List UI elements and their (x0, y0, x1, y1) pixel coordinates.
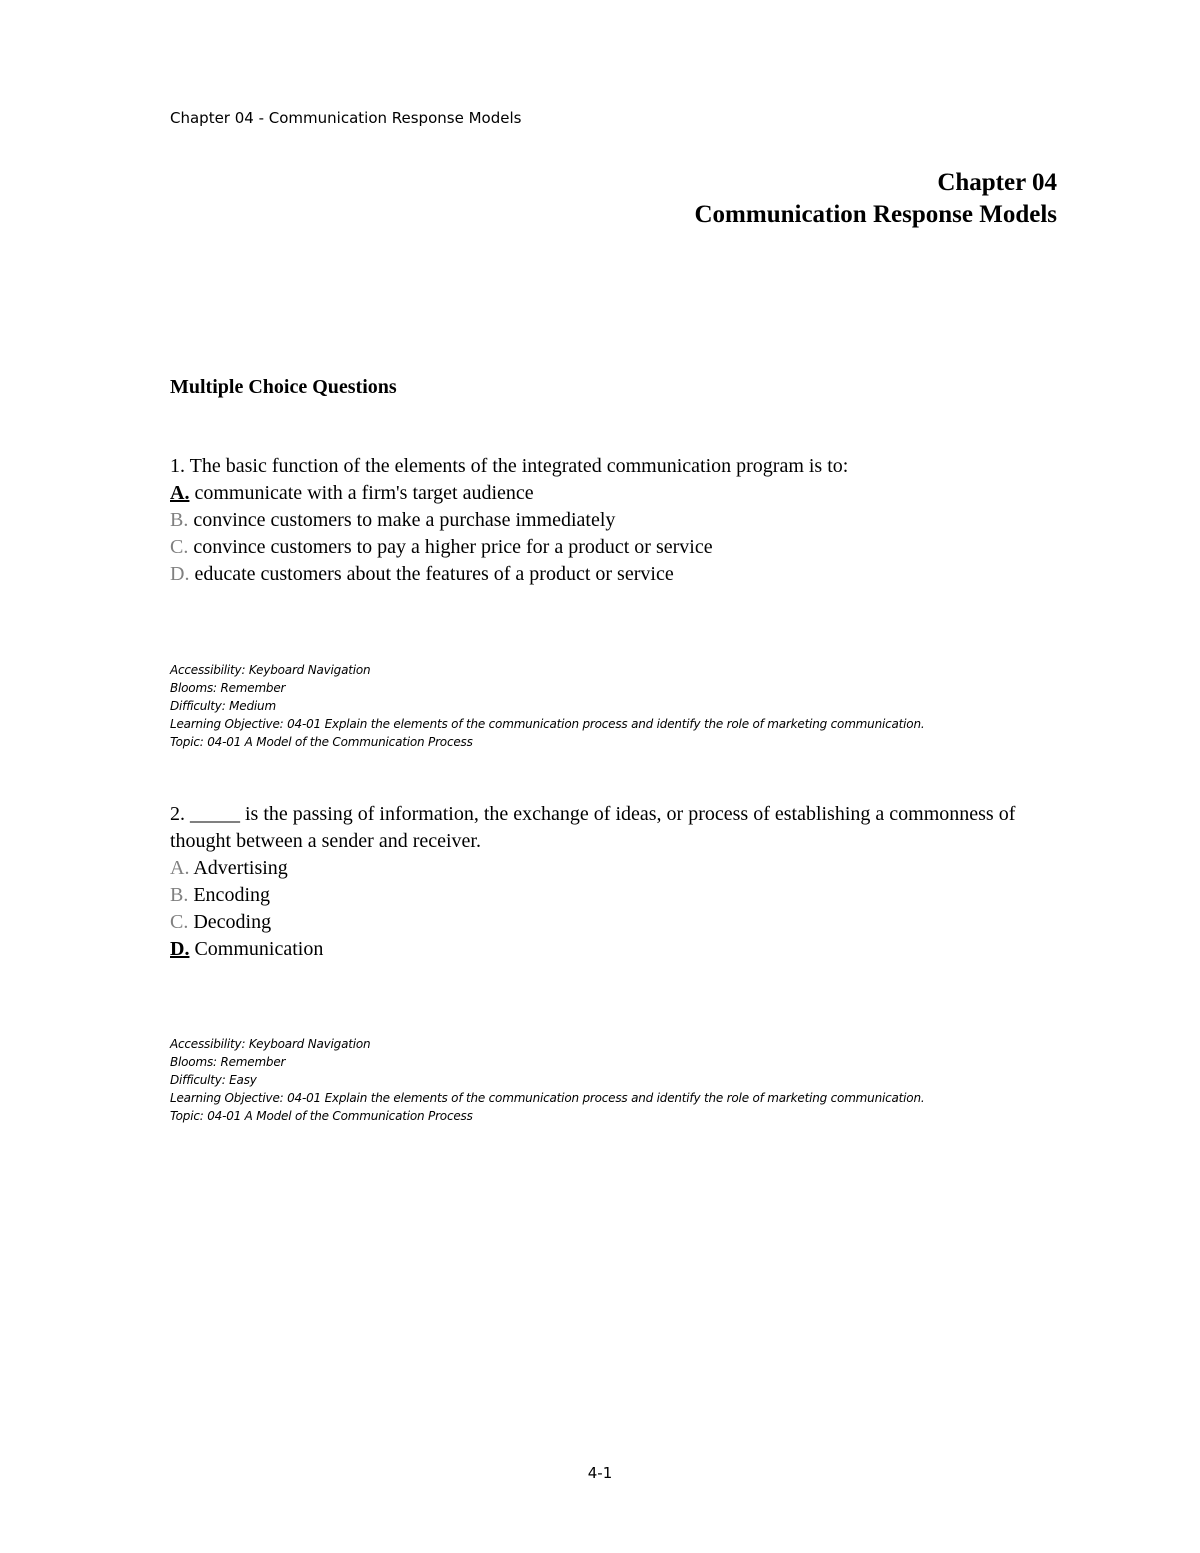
meta-topic: Topic: 04-01 A Model of the Communication Process (170, 1109, 473, 1123)
choice-letter: B. (170, 509, 189, 531)
choice-d (170, 936, 1050, 963)
chapter-title (694, 167, 1057, 231)
choice-b (170, 882, 1050, 909)
choice-a (170, 480, 1050, 507)
choice-c (170, 534, 1050, 561)
page-number: 4-1 (587, 1464, 613, 1482)
question-1 (170, 453, 1050, 588)
question-2 (170, 801, 1050, 963)
choice-letter: D. (170, 938, 190, 960)
choice-text: Decoding (188, 911, 272, 933)
choice-letter: B. (170, 884, 189, 906)
section-heading: Multiple Choice Questions (170, 376, 397, 398)
choice-letter: A. (170, 857, 190, 879)
question-1-metadata (170, 661, 924, 751)
choice-text: communicate with a firm's target audience (189, 482, 534, 504)
choice-c (170, 909, 1050, 936)
meta-difficulty: Difficulty: Easy (170, 1073, 257, 1087)
choice-text: Encoding (188, 884, 270, 906)
choice-text: Communication (189, 938, 324, 960)
meta-topic: Topic: 04-01 A Model of the Communication Process (170, 735, 473, 749)
choice-text: educate customers about the features of a product or service (189, 563, 674, 585)
meta-learning-objective: Learning Objective: 04-01 Explain the elements of the communication process and identify the role of marketing communication. (170, 1091, 925, 1105)
choice-text: convince customers to make a purchase immediately (188, 509, 616, 531)
chapter-number: Chapter 04 (937, 169, 1057, 196)
choice-b (170, 507, 1050, 534)
meta-accessibility: Accessibility: Keyboard Navigation (170, 663, 371, 677)
meta-blooms: Blooms: Remember (170, 681, 286, 695)
choice-letter: D. (170, 563, 190, 585)
question-stem: 1. The basic function of the elements of the integrated communication program is to: (170, 455, 849, 477)
question-stem: 2. _____ is the passing of information, the exchange of ideas, or process of establishing a commonness of thought between a sender and receiver. (170, 803, 1016, 852)
choice-text: convince customers to pay a higher price for a product or service (188, 536, 713, 558)
choice-letter: C. (170, 911, 189, 933)
meta-blooms: Blooms: Remember (170, 1055, 286, 1069)
meta-accessibility: Accessibility: Keyboard Navigation (170, 1037, 371, 1051)
choice-letter: A. (170, 482, 190, 504)
choice-d (170, 561, 1050, 588)
choice-a (170, 855, 1050, 882)
choice-text: Advertising (189, 857, 288, 879)
meta-learning-objective: Learning Objective: 04-01 Explain the elements of the communication process and identify the role of marketing communication. (170, 717, 925, 731)
meta-difficulty: Difficulty: Medium (170, 699, 276, 713)
question-2-metadata (170, 1035, 924, 1125)
chapter-name: Communication Response Models (694, 201, 1057, 228)
running-header: Chapter 04 - Communication Response Models (170, 109, 522, 127)
choice-letter: C. (170, 536, 189, 558)
